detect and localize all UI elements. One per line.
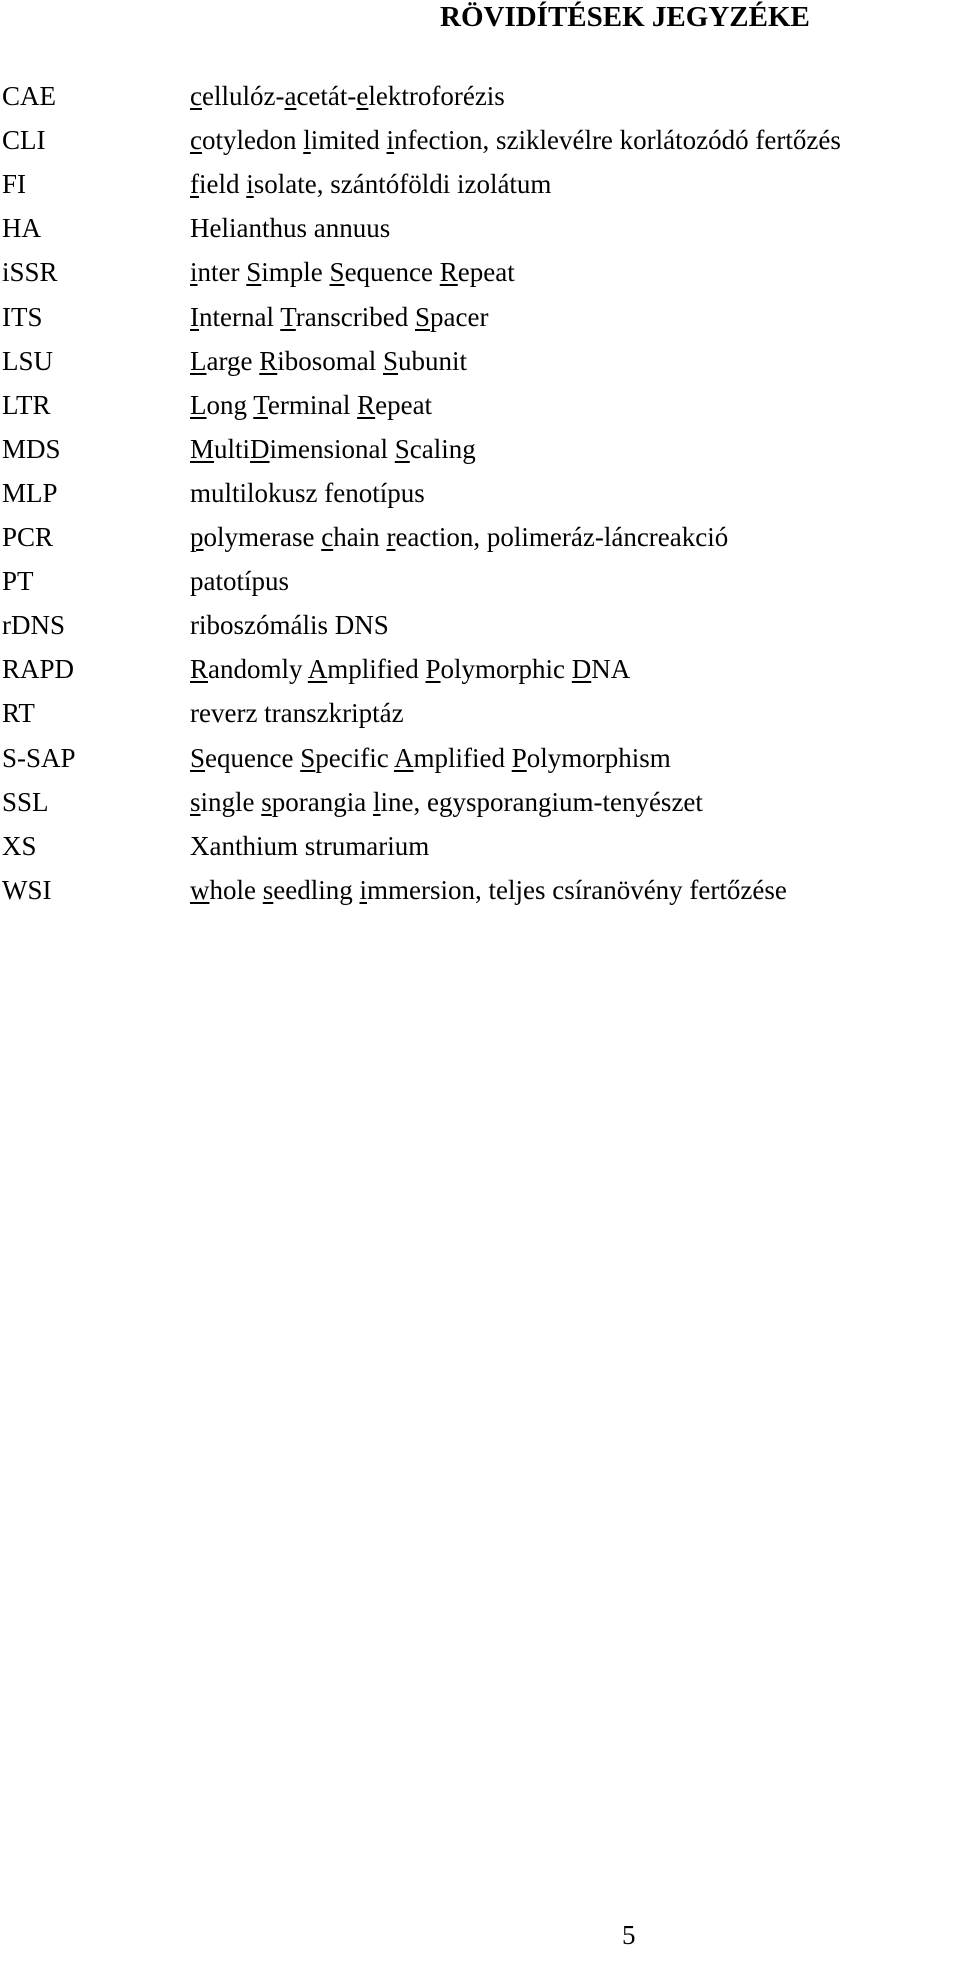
- abbreviation-row: [0, 164, 960, 204]
- definition-text: arge: [206, 345, 260, 376]
- definition-text: eaction, polimeráz-láncreakció: [395, 522, 729, 552]
- abbreviation-row: [0, 517, 960, 557]
- underlined-initial: S: [190, 742, 206, 773]
- definition-text: multilokusz fenotípus: [190, 477, 425, 508]
- abbreviation-definition: [190, 826, 429, 866]
- abbreviation-term: WSI: [2, 874, 52, 905]
- page-title: RÖVIDÍTÉSEK JEGYZÉKE: [440, 1, 810, 33]
- definition-text: andomly: [208, 654, 308, 685]
- underlined-initial: r: [386, 522, 396, 552]
- underlined-initial: s: [261, 786, 272, 817]
- definition-text: hain: [333, 522, 387, 552]
- abbreviation-row: [0, 429, 960, 469]
- abbreviation-definition: [190, 164, 551, 204]
- abbreviation-row: [0, 76, 960, 116]
- definition-text: nter: [197, 257, 247, 288]
- abbreviation-row: [0, 782, 960, 822]
- abbreviation-definition: [190, 738, 671, 778]
- abbreviation-definition: [190, 517, 728, 557]
- underlined-initial: S: [383, 345, 399, 376]
- abbreviation-definition: [190, 605, 389, 645]
- underlined-initial: T: [253, 389, 268, 420]
- abbreviation-term: SSL: [2, 786, 49, 817]
- abbreviation-definition: [190, 252, 515, 292]
- underlined-initial: i: [246, 169, 254, 200]
- abbreviation-row: [0, 473, 960, 513]
- underlined-initial: L: [190, 345, 207, 376]
- underlined-initial: I: [190, 301, 199, 332]
- definition-text: ellulóz-: [201, 81, 285, 111]
- abbreviation-definition: [190, 870, 787, 910]
- abbreviation-term: PCR: [2, 522, 54, 552]
- definition-text: mmersion, teljes csíranövény fertőzése: [367, 874, 787, 905]
- abbreviation-definition: [190, 782, 703, 822]
- abbreviation-row: [0, 297, 960, 337]
- definition-text: imensional: [269, 433, 395, 464]
- underlined-initial: l: [373, 786, 381, 817]
- underlined-initial: R: [439, 257, 458, 288]
- abbreviation-term: rDNS: [2, 610, 66, 641]
- definition-text: olymerase: [203, 522, 322, 552]
- abbreviation-definition: [190, 341, 467, 381]
- abbreviation-term: LTR: [2, 389, 51, 420]
- definition-text: cetát-: [296, 81, 357, 111]
- abbreviation-term: S-SAP: [2, 742, 76, 773]
- underlined-initial: P: [511, 742, 527, 773]
- definition-text: ield: [199, 169, 247, 200]
- underlined-initial: w: [190, 874, 210, 905]
- definition-text: ubunit: [398, 345, 468, 376]
- definition-text: erminal: [267, 389, 358, 420]
- underlined-initial: i: [359, 874, 368, 905]
- abbreviation-term: FI: [2, 169, 27, 200]
- underlined-initial: a: [284, 81, 297, 111]
- underlined-initial: D: [250, 433, 270, 464]
- definition-text: eedling: [273, 874, 360, 905]
- abbreviation-definition: [190, 693, 404, 733]
- underlined-initial: S: [329, 257, 345, 288]
- definition-text: olymorphic: [440, 654, 572, 685]
- abbreviation-row: [0, 649, 960, 689]
- definition-text: otyledon: [201, 125, 304, 156]
- underlined-initial: c: [190, 81, 202, 111]
- abbreviation-row: [0, 208, 960, 248]
- underlined-initial: c: [321, 522, 334, 552]
- underlined-initial: S: [300, 742, 316, 773]
- abbreviation-term: LSU: [2, 345, 54, 376]
- definition-text: hole: [209, 874, 263, 905]
- abbreviation-row: [0, 693, 960, 733]
- definition-text: mplified: [327, 654, 426, 685]
- underlined-initial: i: [386, 125, 395, 156]
- underlined-initial: l: [303, 125, 311, 156]
- definition-text: mplified: [413, 742, 512, 773]
- abbreviation-definition: [190, 76, 505, 116]
- definition-text: ine, egysporangium-tenyészet: [380, 786, 703, 817]
- abbreviation-row: [0, 826, 960, 866]
- underlined-initial: e: [356, 81, 369, 111]
- abbreviation-term: PT: [2, 566, 34, 597]
- abbreviation-definition: [190, 385, 432, 425]
- page-number: 5: [622, 1920, 636, 1950]
- abbreviation-definition: [190, 297, 488, 337]
- abbreviation-term: MLP: [2, 477, 58, 508]
- definition-text: porangia: [271, 786, 373, 817]
- abbreviation-term: XS: [2, 830, 37, 861]
- definition-text: solate, szántóföldi izolátum: [253, 169, 552, 200]
- underlined-initial: P: [425, 654, 441, 685]
- underlined-initial: i: [190, 257, 198, 288]
- abbreviation-definition: [190, 429, 476, 469]
- definition-text: lektroforézis: [368, 81, 505, 111]
- underlined-initial: T: [280, 301, 296, 332]
- underlined-initial: D: [571, 654, 592, 685]
- abbreviation-term: iSSR: [2, 257, 58, 288]
- underlined-initial: R: [357, 389, 376, 420]
- abbreviation-term: ITS: [2, 301, 43, 332]
- underlined-initial: f: [190, 169, 199, 200]
- definition-text: pecific: [315, 742, 394, 773]
- underlined-initial: L: [190, 389, 207, 420]
- definition-text: epeat: [457, 257, 515, 288]
- definition-text: ranscribed: [295, 301, 415, 332]
- underlined-initial: S: [414, 301, 431, 332]
- definition-text: caling: [409, 433, 476, 464]
- definition-text: Xanthium strumarium: [190, 830, 430, 861]
- definition-text: Helianthus annuus: [190, 213, 391, 244]
- abbreviation-term: CLI: [2, 125, 46, 156]
- underlined-initial: R: [259, 345, 278, 376]
- abbreviation-definition: [190, 649, 630, 689]
- underlined-initial: s: [190, 786, 201, 817]
- abbreviation-row: [0, 605, 960, 645]
- definition-text: ong: [206, 389, 254, 420]
- abbreviation-row: [0, 341, 960, 381]
- definition-text: olymorphism: [526, 742, 671, 773]
- abbreviation-definition: [190, 561, 289, 601]
- definition-text: nfection, sziklevélre korlátozódó fertőzés: [394, 125, 841, 156]
- underlined-initial: M: [190, 433, 215, 464]
- underlined-initial: A: [307, 654, 328, 685]
- definition-text: riboszómális DNS: [190, 610, 389, 641]
- underlined-initial: c: [190, 125, 202, 156]
- definition-text: ingle: [200, 786, 262, 817]
- abbreviation-row: [0, 385, 960, 425]
- underlined-initial: S: [394, 433, 410, 464]
- definition-text: epeat: [375, 389, 433, 420]
- definition-text: equence: [344, 257, 440, 288]
- underlined-initial: p: [190, 522, 204, 552]
- abbreviation-row: [0, 252, 960, 292]
- abbreviation-term: MDS: [2, 433, 61, 464]
- definition-text: pacer: [430, 301, 489, 332]
- definition-text: NA: [591, 654, 631, 685]
- underlined-initial: s: [262, 874, 274, 905]
- definition-text: ulti: [214, 433, 251, 464]
- abbreviation-row: [0, 120, 960, 160]
- definition-text: nternal: [199, 301, 281, 332]
- abbreviation-row: [0, 870, 960, 910]
- abbreviation-term: RAPD: [2, 654, 75, 685]
- abbreviation-row: [0, 738, 960, 778]
- definition-text: reverz transzkriptáz: [190, 698, 404, 729]
- abbreviation-definition: [190, 120, 841, 160]
- definition-text: imple: [261, 257, 330, 288]
- underlined-initial: S: [246, 257, 262, 288]
- definition-text: ibosomal: [277, 345, 383, 376]
- abbreviation-term: RT: [2, 698, 35, 729]
- abbreviation-term: HA: [2, 213, 41, 244]
- abbreviation-definition: [190, 473, 425, 513]
- definition-text: imited: [310, 125, 387, 156]
- abbreviation-term: CAE: [2, 81, 56, 111]
- underlined-initial: R: [190, 654, 209, 685]
- definition-text: equence: [205, 742, 301, 773]
- definition-text: patotípus: [190, 566, 289, 597]
- abbreviation-row: [0, 561, 960, 601]
- abbreviation-definition: [190, 208, 390, 248]
- underlined-initial: A: [393, 742, 414, 773]
